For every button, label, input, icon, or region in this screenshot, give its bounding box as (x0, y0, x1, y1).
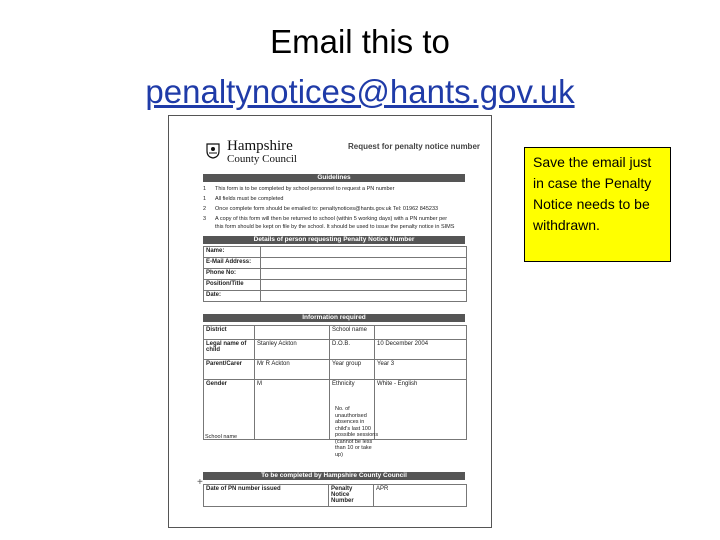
email-label: E-Mail Address: (204, 258, 261, 269)
details-header: Details of person requesting Penalty Notice Number (203, 236, 465, 244)
crest-icon (206, 143, 220, 159)
logo-name: Hampshire (227, 138, 293, 154)
council-table: Date of PN number issued Penalty Notice Number APR (203, 484, 467, 507)
logo-council: County Council (227, 153, 297, 165)
person-details-table (203, 246, 467, 302)
phone-label: Phone No: (204, 269, 261, 280)
guideline-line: 1 All fields must be completed (203, 196, 284, 202)
guidelines-header: Guidelines (203, 174, 465, 182)
date-label: Date: (204, 291, 261, 302)
position-label: Position/Title (204, 280, 261, 291)
sessions-label: No. of unauthorised absences in child's last 100 possible sessions (cannot be less than 10 or take up) (335, 406, 379, 458)
move-handle-icon: + (197, 477, 203, 488)
callout-note: Save the email just in case the Penalty Notice needs to be withdrawn. (524, 147, 671, 262)
info-table: District School name Legal name of child Stanley Ackton D.O.B. 10 December 2004 Parent/Carer Mr R Ackton Year group Year 3 Gender M Ethnicity White - English (203, 325, 467, 440)
request-title: Request for penalty notice number (347, 142, 481, 151)
info-header: Information required (203, 314, 465, 322)
guideline-line: 3 A copy of this form will then be returned to school (within 5 working days) with a PN number per (203, 216, 448, 222)
penalty-notice-form-image (168, 115, 492, 528)
name-label: Name: (204, 247, 261, 258)
council-header: To be completed by Hampshire County Council (203, 472, 465, 480)
slide-title: Email this to (270, 23, 450, 60)
address-label: School name (205, 434, 238, 440)
guideline-line: this form should be kept on file by the school. It should be used to issue the penalty notice in SIMS (215, 224, 455, 230)
guideline-line: 2 Once complete form should be emailed to: penaltynotices@hants.gov.uk Tel: 01962 845233 (203, 206, 439, 212)
guideline-line: 1 This form is to be completed by school personnel to request a PN number (203, 186, 395, 192)
email-link[interactable]: penaltynotices@hants.gov.uk (145, 73, 575, 110)
